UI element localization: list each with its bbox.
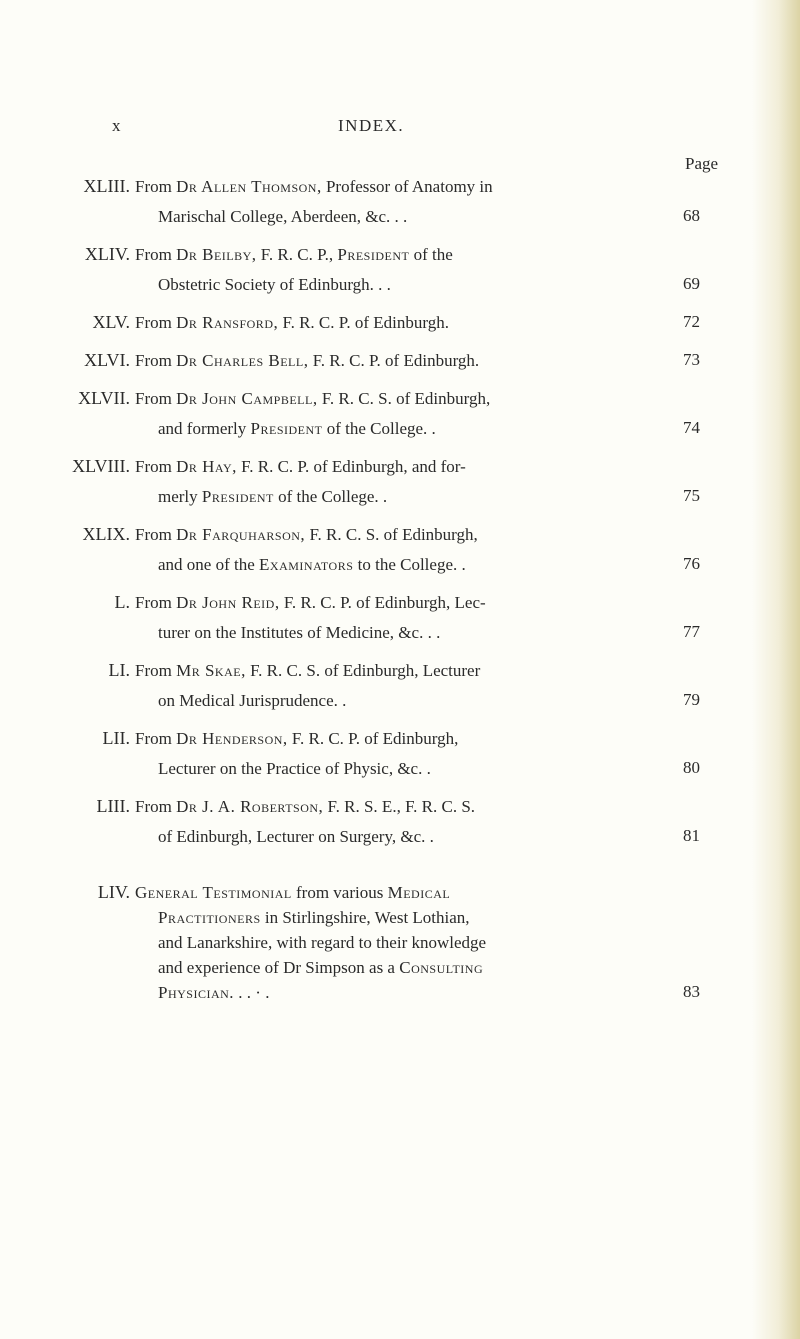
author-name: Dr John Reid, — [176, 593, 280, 612]
entry-line: and Lanarkshire, with regard to their knowledge — [158, 933, 487, 952]
entry-page: 76 — [683, 554, 700, 573]
author-name: Dr Henderson, — [176, 729, 288, 748]
entry-number: XLVI. — [84, 350, 130, 370]
entry-line: and experience of Dr Simpson as a Consulting — [158, 958, 484, 977]
entry-line: From Dr Hay, F. R. C. P. of Edinburgh, and for- — [135, 457, 466, 476]
entry-page: 77 — [683, 622, 700, 641]
author-name: Dr John Campbell, — [176, 389, 318, 408]
page-edge-shading — [752, 0, 800, 1339]
author-name: Dr J. A. Robertson, — [176, 797, 324, 816]
entry-number: XLV. — [92, 312, 130, 332]
author-name: Dr Beilby, — [176, 245, 257, 264]
entry-line: on Medical Jurisprudence. . — [158, 691, 347, 710]
author-name: Dr Allen Thomson, — [176, 177, 322, 196]
folio: x — [112, 116, 121, 135]
testimonial-title: General Testimonial — [135, 883, 292, 902]
entry-number: LIII. — [96, 796, 130, 816]
entry-number: LIV. — [97, 882, 130, 902]
entry-line: Marischal College, Aberdeen, &c. . . — [158, 207, 408, 226]
entry-page: 81 — [683, 826, 700, 845]
entry-line: From Dr John Reid, F. R. C. P. of Edinburgh, Lec- — [135, 593, 486, 612]
entry-line: Lecturer on the Practice of Physic, &c. . — [158, 759, 431, 778]
author-name: Dr Ransford, — [176, 313, 279, 332]
page-header — [0, 116, 800, 140]
author-name: Dr Farquharson, — [176, 525, 306, 544]
entry-number: XLVIII. — [72, 456, 130, 476]
entry-line: From Dr John Campbell, F. R. C. S. of Edinburgh, — [135, 389, 491, 408]
entry-line: From Dr Allen Thomson, Professor of Anatomy in — [135, 177, 493, 196]
entry-line: merly President of the College. . — [158, 487, 388, 506]
entry-page: 73 — [683, 350, 700, 369]
entry-page: 68 — [683, 206, 700, 225]
entry-page: 83 — [683, 982, 700, 1001]
entry-line: From Dr Farquharson, F. R. C. S. of Edinburgh, — [135, 525, 478, 544]
author-name: Dr Charles Bell, — [176, 351, 309, 370]
entry-line: From Dr Ransford, F. R. C. P. of Edinburgh. — [135, 313, 449, 332]
entry-line: and one of the Examinators to the College. . — [158, 555, 466, 574]
entry-number: LI. — [108, 660, 130, 680]
entry-line: From Dr Charles Bell, F. R. C. P. of Edinburgh. — [135, 351, 480, 370]
entry-number: XLVII. — [78, 388, 130, 408]
entry-number: XLIII. — [83, 176, 130, 196]
entry-page: 74 — [683, 418, 700, 437]
entry-page: 69 — [683, 274, 700, 293]
entry-line: Obstetric Society of Edinburgh. . . — [158, 275, 391, 294]
entry-line: From Dr Henderson, F. R. C. P. of Edinburgh, — [135, 729, 459, 748]
entry-number: XLIX. — [82, 524, 130, 544]
author-name: Dr Hay, — [176, 457, 237, 476]
author-name: Mr Skae, — [176, 661, 246, 680]
entry-number: L. — [114, 592, 130, 612]
running-head: INDEX. — [338, 116, 405, 135]
entry-page: 80 — [683, 758, 700, 777]
entry-line: From Dr Beilby, F. R. C. P., President of the — [135, 245, 453, 264]
entry-number: XLIV. — [84, 244, 130, 264]
entry-line: Physician. . . · . — [158, 983, 270, 1002]
entry-line: Practitioners in Stirlingshire, West Lothian, — [158, 908, 470, 927]
entry-page: 72 — [683, 312, 700, 331]
entry-page: 75 — [683, 486, 700, 505]
entry-line: General Testimonial from various Medical — [135, 883, 451, 902]
entry-number: LII. — [102, 728, 130, 748]
entry-line: and formerly President of the College. . — [158, 419, 436, 438]
page-column-label: Page — [685, 154, 719, 173]
entry-line: From Mr Skae, F. R. C. S. of Edinburgh, Lecturer — [135, 661, 481, 680]
entry-page: 79 — [683, 690, 700, 709]
entry-line: turer on the Institutes of Medicine, &c. . . — [158, 623, 441, 642]
entry-line: From Dr J. A. Robertson, F. R. S. E., F. R. C. S. — [135, 797, 476, 816]
entry-line: of Edinburgh, Lecturer on Surgery, &c. . — [158, 827, 434, 846]
